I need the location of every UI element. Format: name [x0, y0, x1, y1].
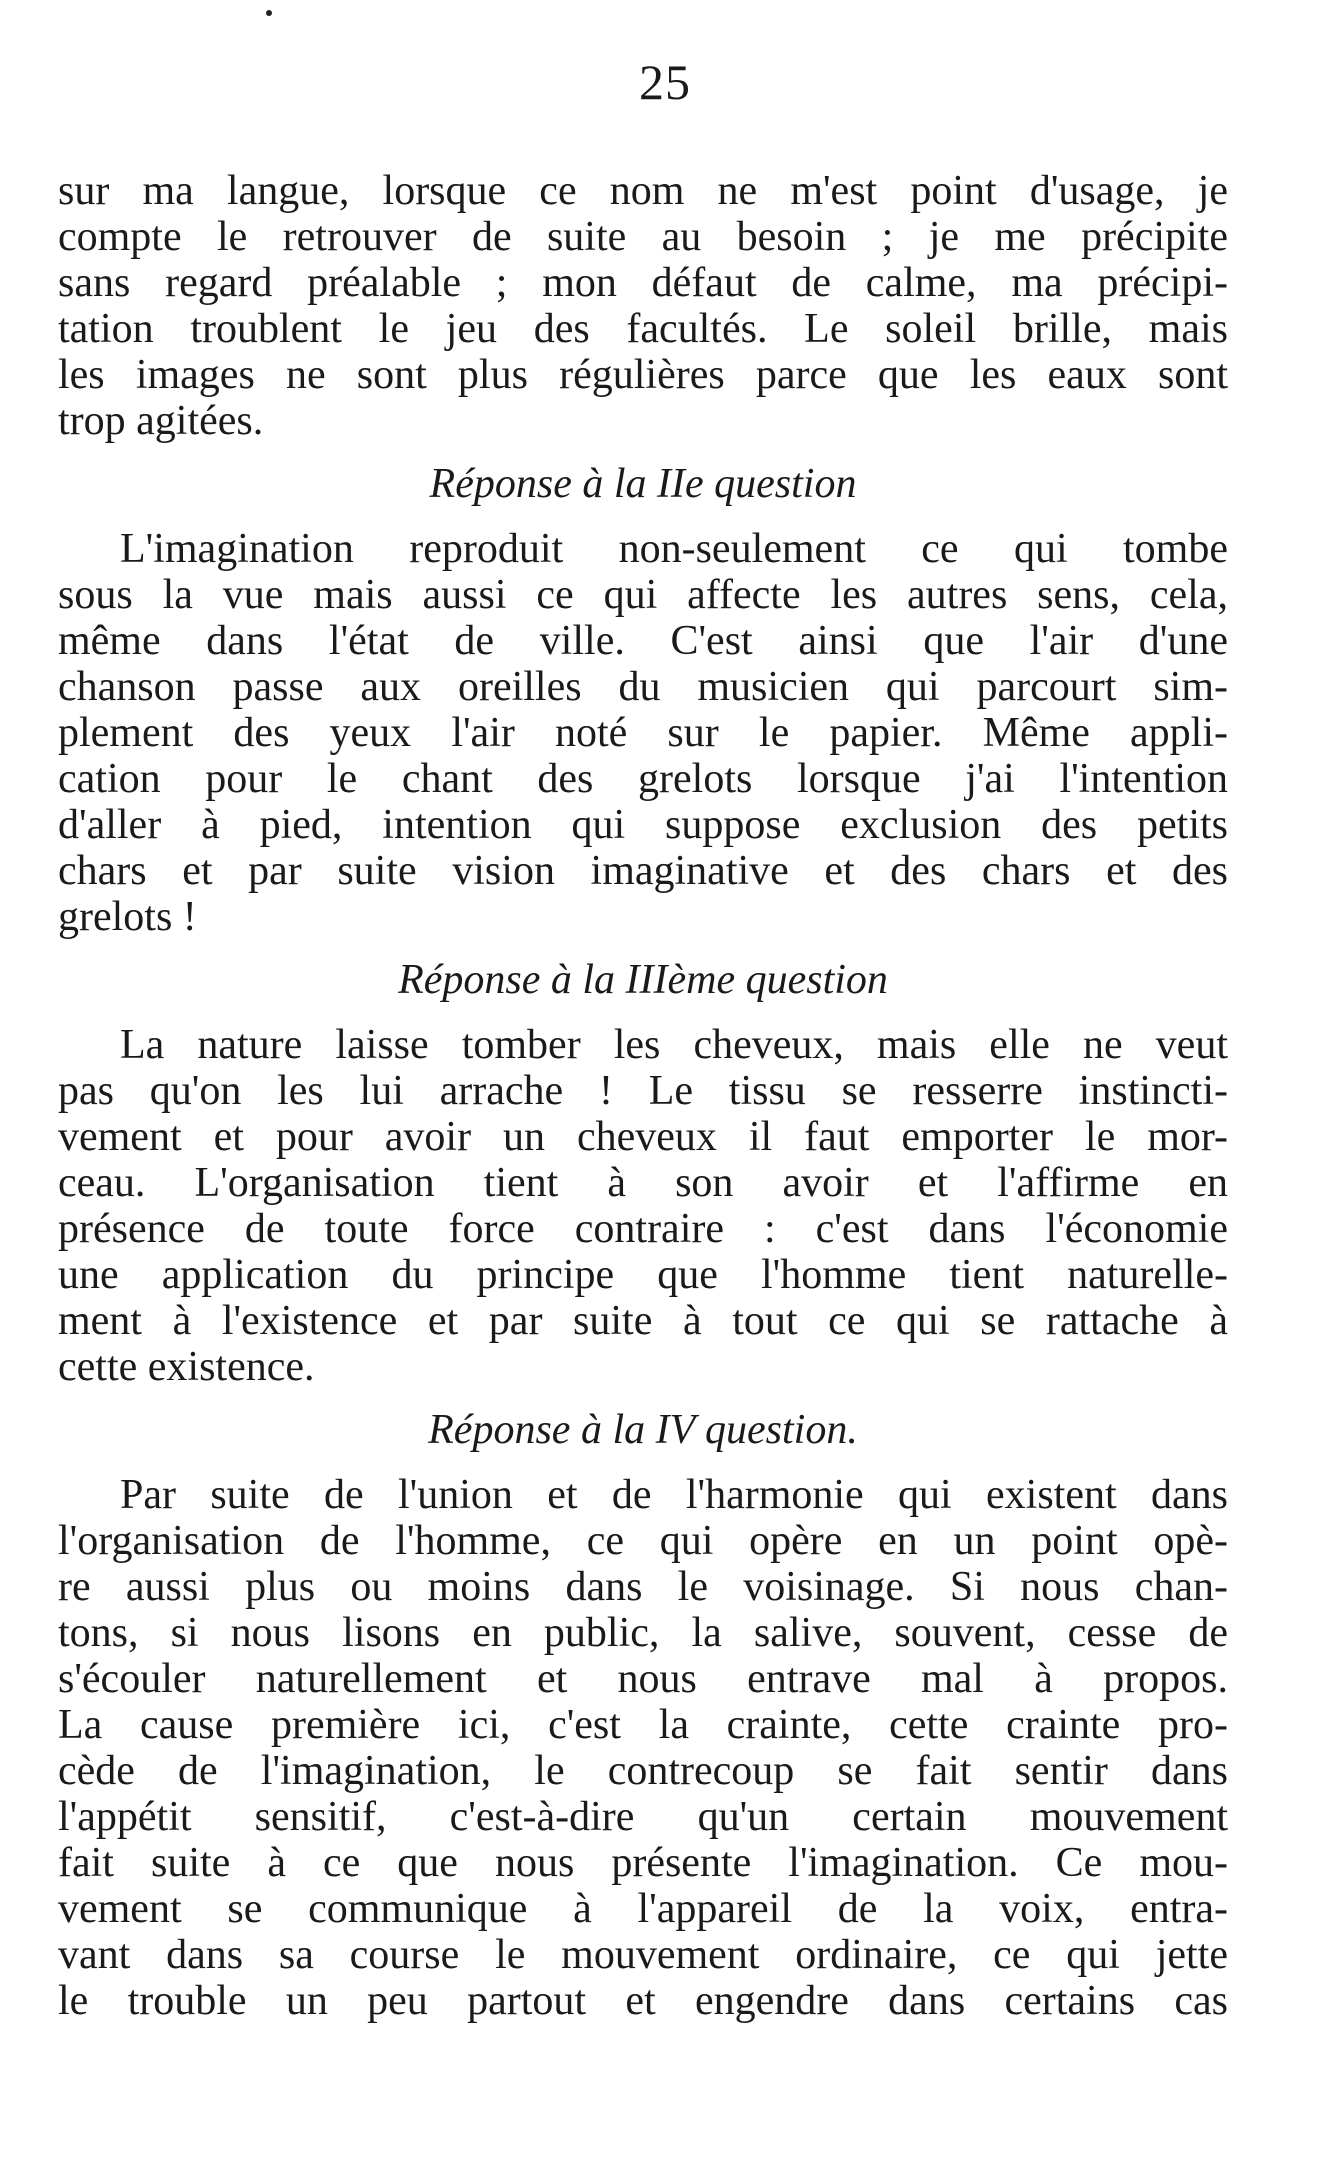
text-line: tation troublent le jeu des facultés. Le soleil brille, mais [58, 306, 1228, 352]
text-line: cède de l'imagination, le contrecoup se fait sentir dans [58, 1748, 1228, 1794]
paragraph [58, 168, 1228, 444]
text-line: sur ma langue, lorsque ce nom ne m'est point d'usage, je [58, 168, 1228, 214]
text-line: ment à l'existence et par suite à tout ce qui se rattache à [58, 1298, 1228, 1344]
text-line: sans regard préalable ; mon défaut de calme, ma précipi- [58, 260, 1228, 306]
text-line: vant dans sa course le mouvement ordinaire, ce qui jette [58, 1932, 1228, 1978]
page-body [58, 168, 1228, 2024]
text-line: plement des yeux l'air noté sur le papier. Même appli- [58, 710, 1228, 756]
text-line: grelots ! [58, 894, 197, 940]
paragraph [58, 1472, 1228, 2024]
text-line: d'aller à pied, intention qui suppose exclusion des petits [58, 802, 1228, 848]
paragraph [58, 1022, 1228, 1390]
text-line: sous la vue mais aussi ce qui affecte les autres sens, cela, [58, 572, 1228, 618]
text-line: La cause première ici, c'est la crainte, cette crainte pro- [58, 1702, 1228, 1748]
text-line: même dans l'état de ville. C'est ainsi que l'air d'une [58, 618, 1228, 664]
section-heading: Réponse à la IIe question [429, 461, 857, 507]
text-line: La nature laisse tomber les cheveux, mais elle ne veut [120, 1022, 1228, 1068]
paragraph [58, 526, 1228, 940]
text-line: compte le retrouver de suite au besoin ; je me précipite [58, 214, 1228, 260]
section-heading: Réponse à la IV question. [428, 1407, 858, 1453]
text-line: le trouble un peu partout et engendre dans certains cas [58, 1978, 1228, 2024]
print-speck [266, 10, 272, 16]
page-number: 25 [639, 54, 691, 110]
text-line: s'écouler naturellement et nous entrave mal à propos. [58, 1656, 1228, 1702]
text-line: L'imagination reproduit non-seulement ce qui tombe [120, 526, 1228, 572]
text-line: ceau. L'organisation tient à son avoir et l'affirme en [58, 1160, 1228, 1206]
text-line: l'organisation de l'homme, ce qui opère en un point opè- [58, 1518, 1228, 1564]
text-line: Par suite de l'union et de l'harmonie qui existent dans [120, 1472, 1228, 1518]
text-line: pas qu'on les lui arrache ! Le tissu se resserre instincti- [58, 1068, 1228, 1114]
text-line: les images ne sont plus régulières parce que les eaux sont [58, 352, 1228, 398]
text-line: l'appétit sensitif, c'est-à-dire qu'un certain mouvement [58, 1794, 1228, 1840]
text-line: une application du principe que l'homme tient naturelle- [58, 1252, 1228, 1298]
text-line: chanson passe aux oreilles du musicien qui parcourt sim- [58, 664, 1228, 710]
text-line: vement et pour avoir un cheveux il faut emporter le mor- [58, 1114, 1228, 1160]
section-heading: Réponse à la IIIème question [398, 957, 888, 1003]
text-line: trop agitées. [58, 398, 264, 444]
text-line: tons, si nous lisons en public, la salive, souvent, cesse de [58, 1610, 1228, 1656]
text-line: présence de toute force contraire : c'est dans l'économie [58, 1206, 1228, 1252]
text-line: fait suite à ce que nous présente l'imagination. Ce mou- [58, 1840, 1228, 1886]
text-line: chars et par suite vision imaginative et des chars et des [58, 848, 1228, 894]
text-line: re aussi plus ou moins dans le voisinage. Si nous chan- [58, 1564, 1228, 1610]
text-line: cation pour le chant des grelots lorsque j'ai l'intention [58, 756, 1228, 802]
text-line: vement se communique à l'appareil de la voix, entra- [58, 1886, 1228, 1932]
text-line: cette existence. [58, 1344, 315, 1390]
